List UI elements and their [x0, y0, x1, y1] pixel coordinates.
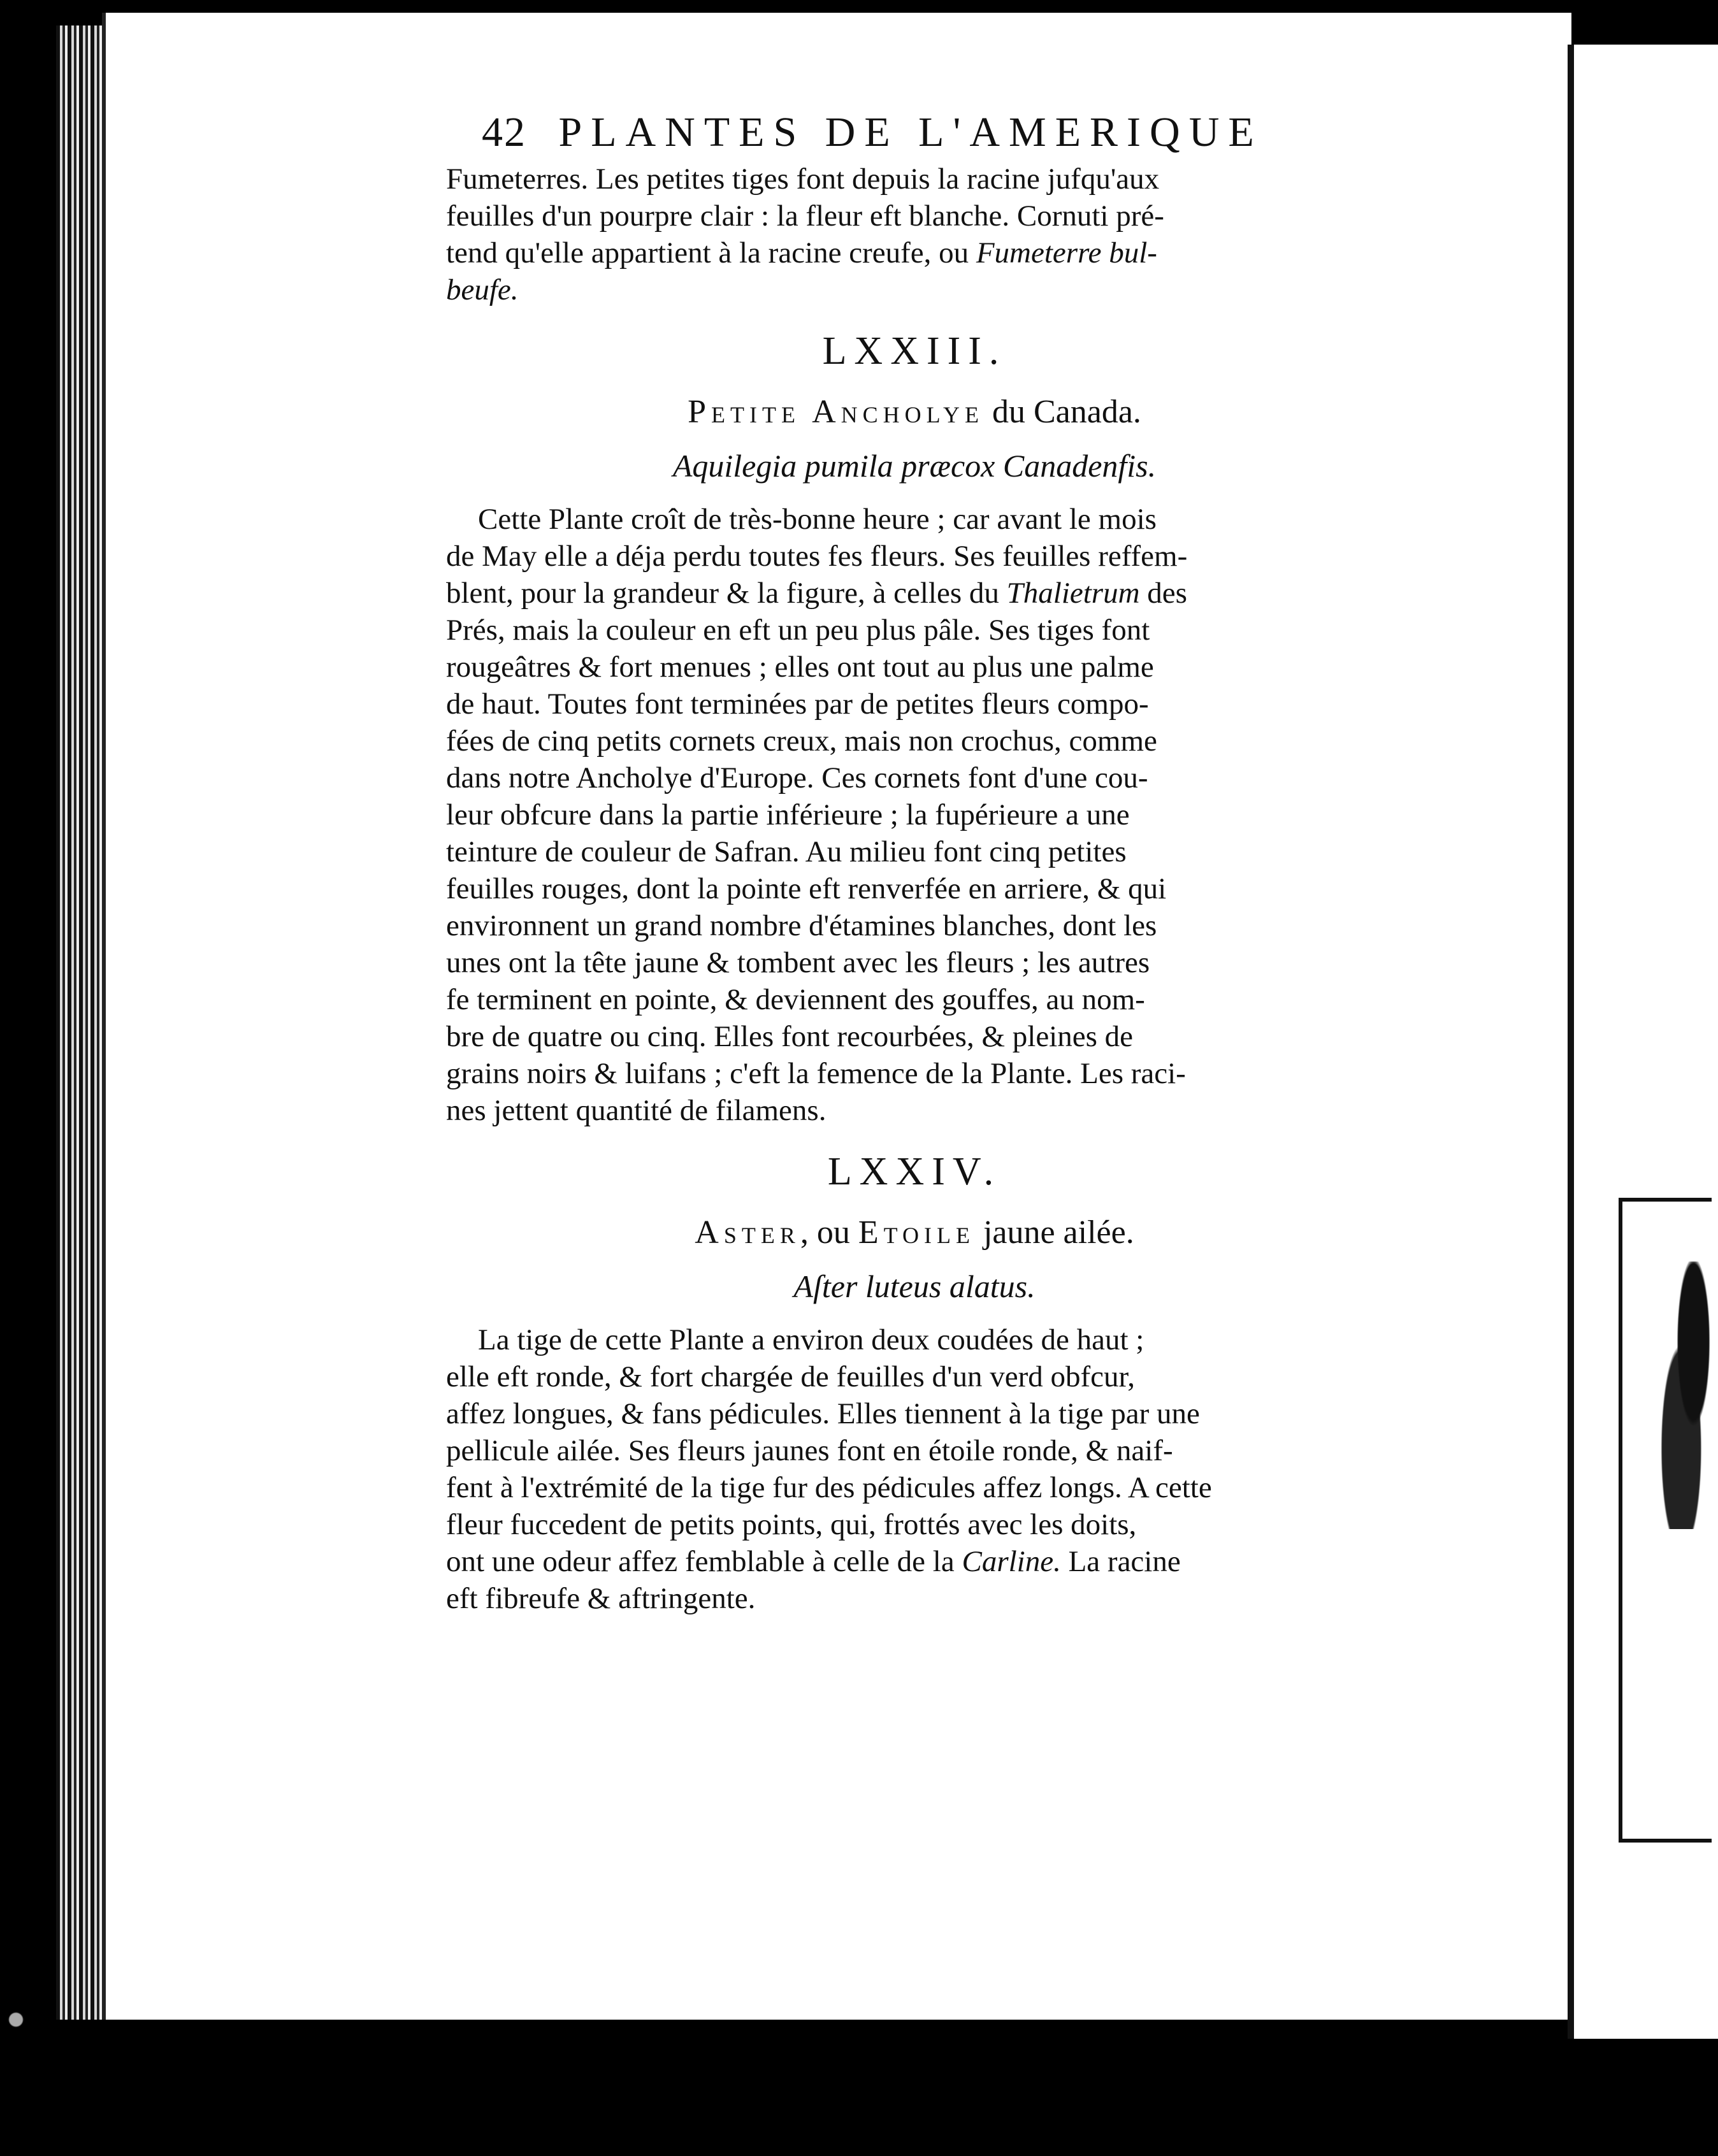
running-head	[482, 108, 1383, 157]
text-line: fées de cinq petits cornets creux, mais non crochus, comme	[446, 724, 1157, 758]
title-smallcaps: Petite Ancholye	[688, 394, 984, 430]
text-line	[446, 1543, 1383, 1580]
text-line	[446, 234, 1383, 271]
latin-name: Aſter luteus alatus.	[793, 1268, 1036, 1304]
text-line: La tige de cette Plante a environ deux coudées de haut ;	[478, 1323, 1144, 1356]
text-line: fe terminent en pointe, & deviennent des gouffes, au nom-	[446, 983, 1145, 1016]
facing-plate-illustration	[1657, 1261, 1718, 1529]
section-paragraph	[446, 501, 1383, 1129]
text-line: Cette Plante croît de très-bonne heure ; car avant le mois	[478, 503, 1157, 536]
italic-term: Carline.	[962, 1545, 1061, 1578]
title-smallcaps: Aster	[695, 1214, 800, 1251]
page-number: 42	[482, 109, 526, 155]
text-line: elle eft ronde, & fort chargée de feuilles d'un verd obfcur,	[446, 1360, 1136, 1393]
intro-paragraph	[446, 161, 1383, 308]
title-text: du Canada.	[984, 394, 1141, 430]
text-line: feuilles rouges, dont la pointe eft renverfée en arriere, & qui	[446, 872, 1167, 905]
section-title	[446, 393, 1383, 431]
text-fragment: des	[1139, 577, 1187, 610]
text-line: unes ont la tête jaune & tombent avec les fleurs ; les autres	[446, 946, 1150, 979]
italic-term: Fumeterre bul-	[976, 236, 1157, 270]
page-text	[446, 108, 1383, 1617]
text-line: leur obfcure dans la partie inférieure ; la fupérieure a une	[446, 798, 1130, 831]
title-smallcaps: Etoile	[858, 1214, 975, 1251]
text-fragment: ont une odeur affez femblable à celle de la	[446, 1545, 955, 1578]
text-line	[446, 575, 1383, 612]
italic-term: beufe.	[446, 273, 519, 306]
latin-name: Aquilegia pumila præcox Canadenfis.	[672, 448, 1157, 484]
text-line: pellicule ailée. Ses fleurs jaunes font en étoile ronde, & naif-	[446, 1434, 1173, 1467]
section-title	[446, 1214, 1383, 1251]
text-line: nes jettent quantité de filamens.	[446, 1094, 827, 1127]
book-page-edges	[56, 25, 107, 2020]
text-line: dans notre Ancholye d'Europe. Ces cornets font d'une cou-	[446, 761, 1148, 794]
text-line: fent à l'extrémité de la tige fur des pédicules affez longs. A cette	[446, 1471, 1212, 1504]
text-line: Fumeterres. Les petites tiges font depuis la racine jufqu'aux	[446, 162, 1160, 196]
running-title: PLANTES DE L'AMERIQUE	[558, 109, 1263, 155]
text-fragment: tend qu'elle appartient à la racine creufe, ou	[446, 236, 969, 270]
scan-artifact	[0, 2001, 32, 2039]
title-text: jaune ailée.	[974, 1214, 1134, 1251]
title-text: , ou	[800, 1214, 858, 1251]
text-line: fleur fuccedent de petits points, qui, frottés avec les doits,	[446, 1508, 1137, 1541]
section-number: LXXIV.	[827, 1150, 1002, 1193]
text-line: de haut. Toutes font terminées par de petites fleurs compo-	[446, 687, 1149, 721]
section-number: LXXIII.	[822, 329, 1007, 373]
italic-term: Thalietrum	[1006, 577, 1140, 610]
text-line: grains noirs & luifans ; c'eft la femence de la Plante. Les raci-	[446, 1057, 1186, 1090]
text-line: affez longues, & fans pédicules. Elles tiennent à la tige par une	[446, 1397, 1200, 1430]
text-line: de May elle a déja perdu toutes fes fleurs. Ses feuilles reffem-	[446, 540, 1188, 573]
text-line: teinture de couleur de Safran. Au milieu font cinq petites	[446, 835, 1127, 868]
section-paragraph	[446, 1321, 1383, 1617]
text-line: eft fibreufe & aftringente.	[446, 1582, 756, 1615]
text-fragment: La racine	[1060, 1545, 1181, 1578]
text-fragment: blent, pour la grandeur & la figure, à celles du	[446, 577, 999, 610]
text-line: feuilles d'un pourpre clair : la fleur eft blanche. Cornuti pré-	[446, 199, 1164, 233]
text-line	[446, 271, 1383, 308]
text-line: Prés, mais la couleur en eft un peu plus pâle. Ses tiges font	[446, 614, 1150, 647]
text-line: environnent un grand nombre d'étamines blanches, dont les	[446, 909, 1157, 942]
text-line: bre de quatre ou cinq. Elles font recourbées, & pleines de	[446, 1020, 1133, 1053]
text-line: rougeâtres & fort menues ; elles ont tout au plus une palme	[446, 650, 1154, 684]
